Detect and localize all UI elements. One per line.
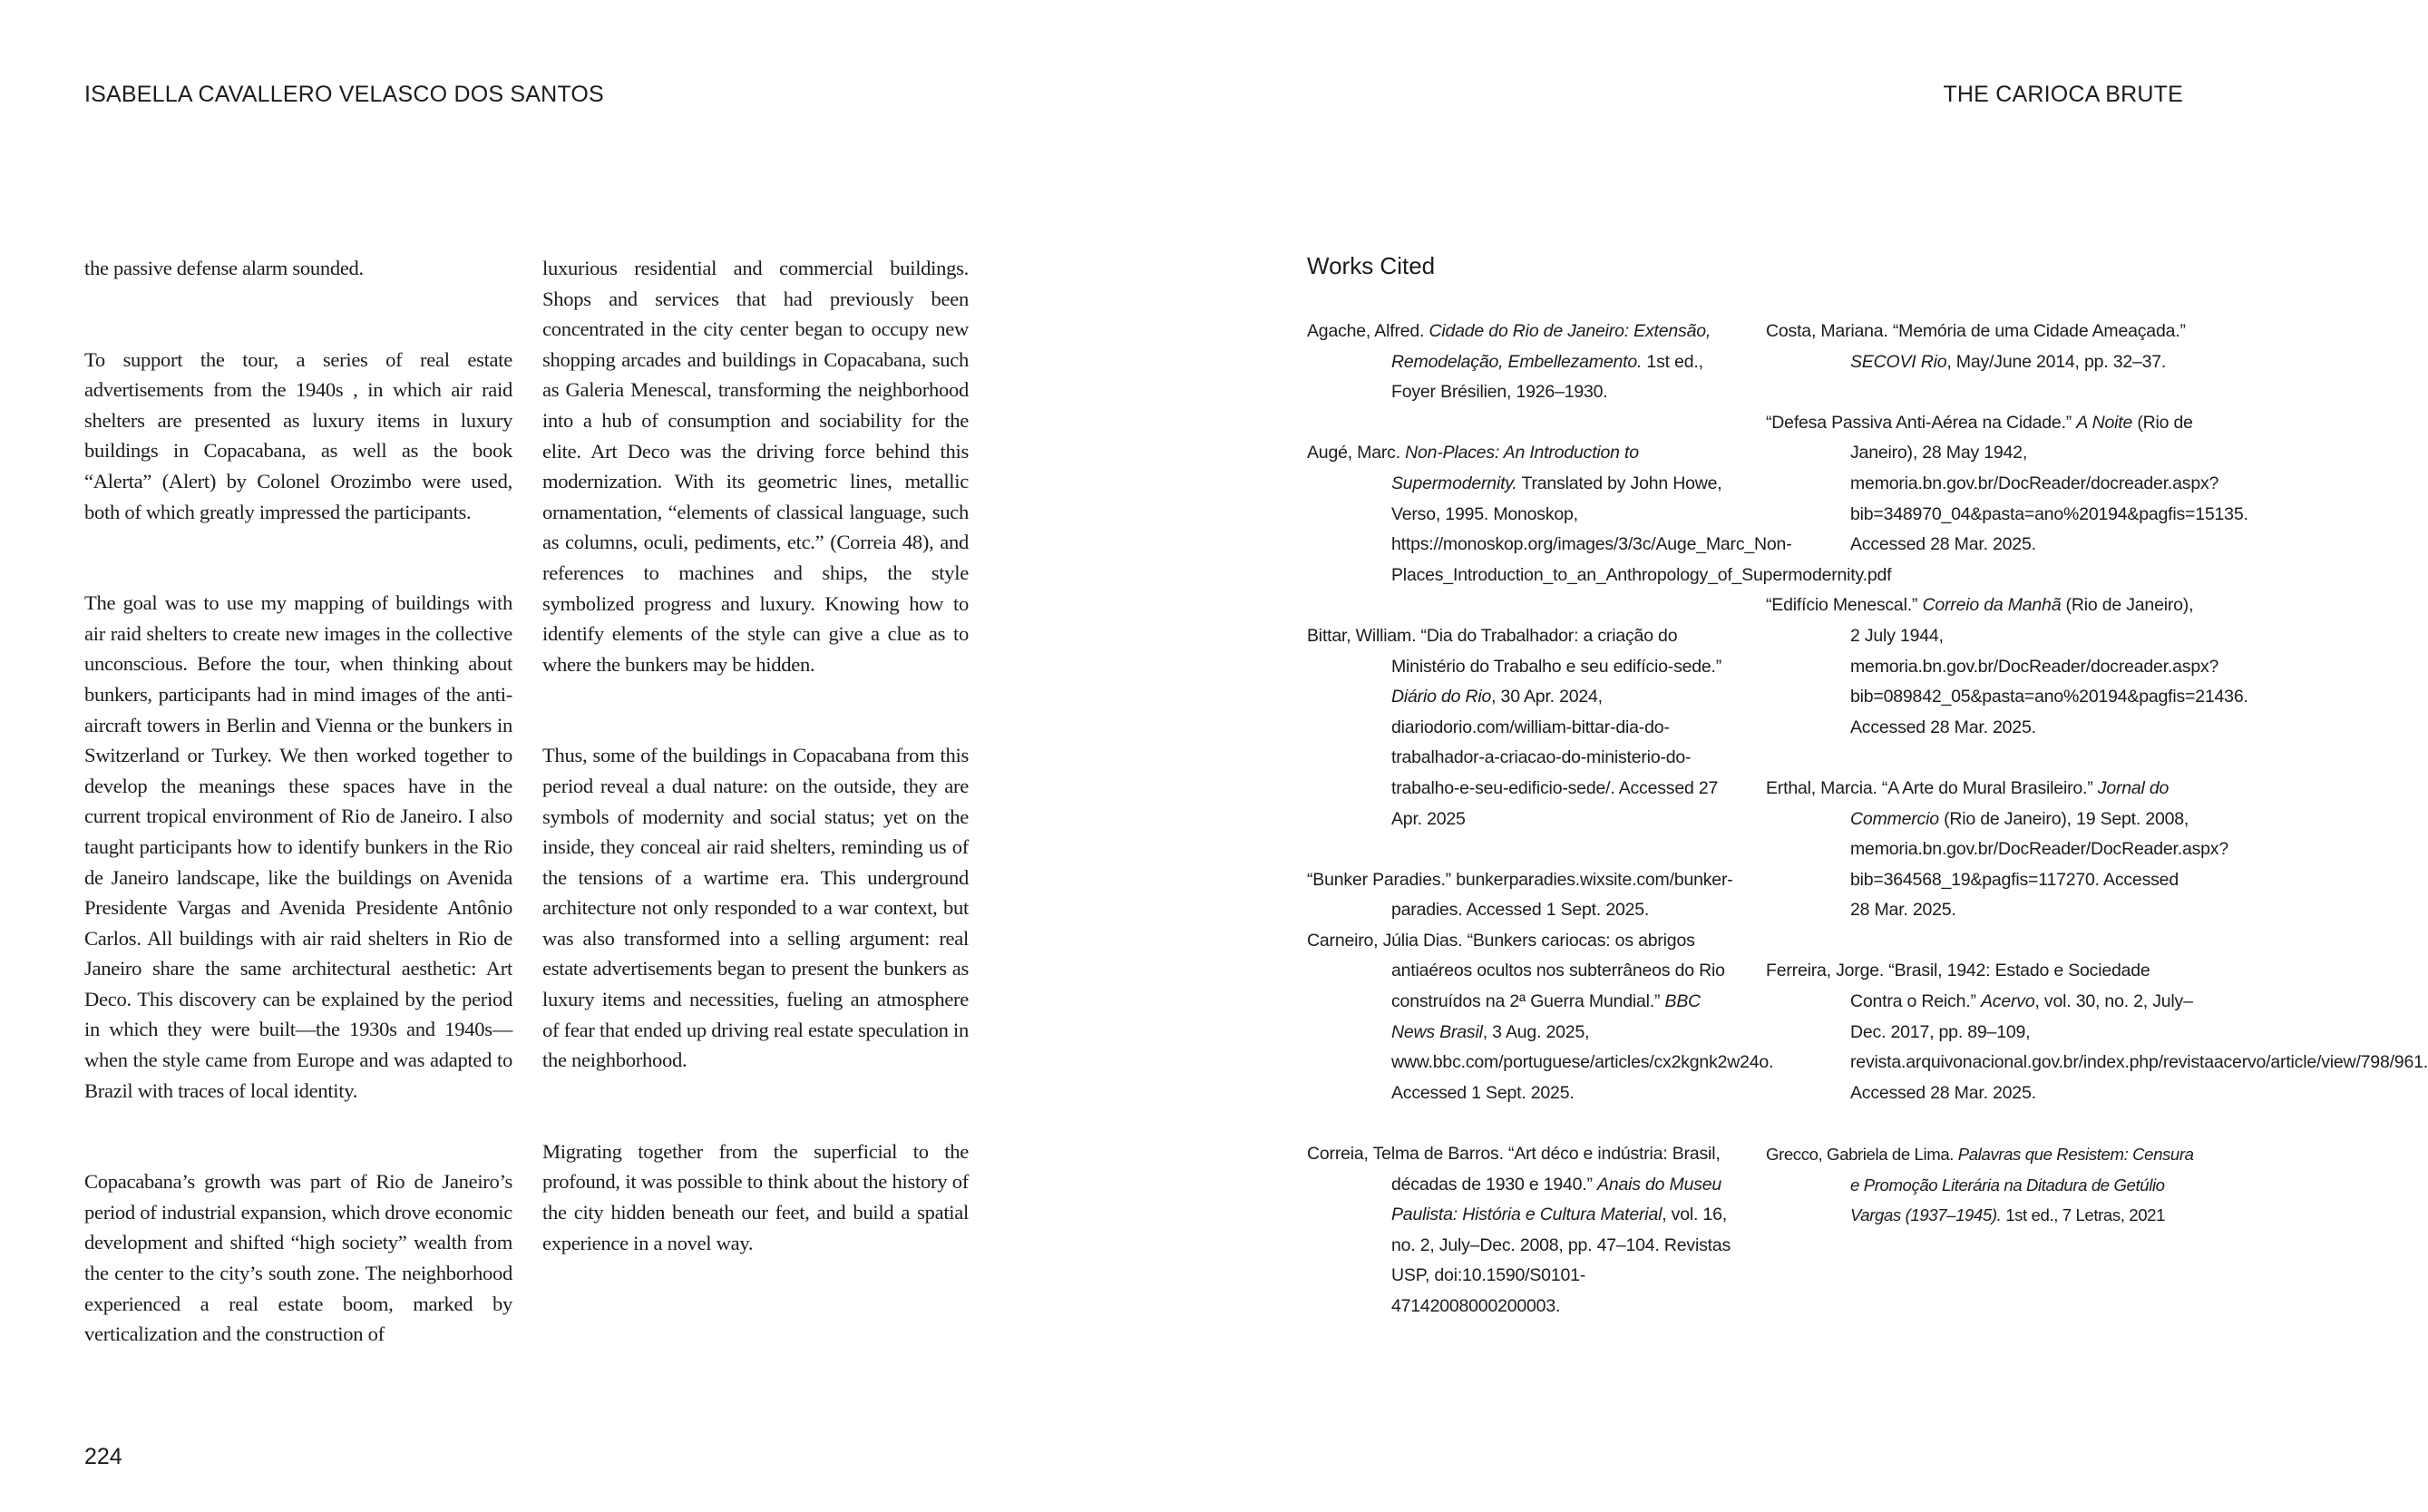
- running-header-author: ISABELLA CAVALLERO VELASCO DOS SANTOS: [84, 82, 604, 107]
- citation-entry: “Edifício Menescal.” Correio da Manhã (Rio de Janeiro), 2 July 1944, memoria.bn.gov.br/DocReader/docreader.aspx?bib=089842_05&pasta=ano%20194&pagfis=21436. Accessed 28 Mar. 2025.: [1766, 595, 2248, 737]
- citation-entry: Ferreira, Jorge. “Brasil, 1942: Estado e Sociedade Contra o Reich.” Acervo, vol. 30, no. 2, July–Dec. 2017, pp. 89–109, revista.arquivonacional.gov.br/index.php/revistaacervo/article/view/798/961. Accessed 28 Mar. 2025.: [1766, 961, 2428, 1103]
- page-number: 224: [84, 1444, 122, 1469]
- running-header-title: THE CARIOCA BRUTE: [1943, 82, 2183, 107]
- citation-entry: Correia, Telma de Barros. “Art déco e indústria: Brasil, décadas de 1930 e 1940.” Anais do Museu Paulista: História e Cultura Material, vol. 16, no. 2, July–Dec. 2008, pp. 47–104. Revistas USP, doi:10.1590/S0101-47142008000200003.: [1307, 1144, 1731, 1316]
- works-cited-column-right: [1766, 317, 2428, 1261]
- paragraph: The goal was to use my mapping of buildings with air raid shelters to create new images in the collective unconscious. Before the tour, when thinking about bunkers, participants had in mind images of the anti-aircraft towers in Berlin and Vienna or the bunkers in Switzerland or Turkey. We then worked together to develop the meanings these spaces have in the current tropical environment of Rio de Janeiro. I also taught participants how to identify bunkers in the Rio de Janeiro landscape, like the buildings on Avenida Presidente Vargas and Avenida Presidente Antônio Carlos. All buildings with air raid shelters in Rio de Janeiro share the same architectural aesthetic: Art Deco. This discovery can be explained by the period in which they were built—the 1930s and 1940s—when the style came from Europe and was adapted to Brazil with traces of local identity.: [84, 591, 512, 1102]
- citation-entry: Grecco, Gabriela de Lima. Palavras que Resistem: Censura e Promoção Literária na Ditadura de Getúlio Vargas (1937–1945). 1st ed., 7 Letras, 2021: [1766, 1145, 2194, 1225]
- citation-entry: Erthal, Marcia. “A Arte do Mural Brasileiro.” Jornal do Commercio (Rio de Janeiro), 19 Sept. 2008, memoria.bn.gov.br/DocReader/DocReader.aspx?bib=364568_19&pagfis=117270. Accessed 28 Mar. 2025.: [1766, 777, 2229, 921]
- paragraph: luxurious residential and commercial buildings. Shops and services that had previously been concentrated in the city center began to occupy new shopping arcades and buildings in Copacabana, such as Galeria Menescal, transforming the neighborhood into a hub of consumption and sociability for the elite. Art Deco was the driving force behind this modernization. With its geometric lines, metallic ornamentation, “elements of classical language, such as columns, oculi, pediments, etc.” (Correia 48), and references to machines and ships, the style symbolized progress and luxury. Knowing how to identify elements of the style can give a clue as to where the bunkers may be hidden.: [542, 257, 969, 676]
- paragraph: Thus, some of the buildings in Copacabana from this period reveal a dual nature: on the outside, they are symbols of modernity and social status; yet on the inside, they conceal air raid shelters, reminding us of the tensions of a wartime era. This underground architecture not only responded to a war context, but was also transformed into a selling argument: real estate advertisements began to present the bunkers as luxury items and necessities, fueling an atmosphere of fear that ended up driving real estate speculation in the neighborhood.: [542, 744, 969, 1072]
- citation-entry: “Defesa Passiva Anti-Aérea na Cidade.” A Noite (Rio de Janeiro), 28 May 1942, memoria.bn.gov.br/DocReader/docreader.aspx?bib=348970_04&pasta=ano%20194&pagfis=15135. Accessed 28 Mar. 2025.: [1766, 412, 2248, 555]
- citation-entry: Augé, Marc. Non-Places: An Introduction to Supermodernity. Translated by John Howe, Verso, 1995. Monoskop, https://monoskop.org/images/3/3c/Auge_Marc_Non-Places_Introduction_to_an_Anthropology_of_Supermodernity.pdf: [1307, 443, 1892, 585]
- citation-entry: Carneiro, Júlia Dias. “Bunkers cariocas: os abrigos antiaéreos ocultos nos subterrâneos do Rio construídos na 2ª Guerra Mundial.” BBC News Brasil, 3 Aug. 2025, www.bbc.com/portuguese/articles/cx2kgnk2w24o. Accessed 1 Sept. 2025.: [1307, 930, 1774, 1103]
- paragraph: Migrating together from the superficial to the profound, it was possible to think about the history of the city hidden beneath our feet, and build a spatial experience in a novel way.: [542, 1139, 969, 1254]
- body-column-left: [84, 253, 512, 1410]
- works-cited-heading: Works Cited: [1307, 252, 1436, 279]
- citation-entry: Agache, Alfred. Cidade do Rio de Janeiro: Extensão, Remodelação, Embellezamento. 1st ed., Foyer Brésilien, 1926–1930.: [1307, 321, 1711, 403]
- citation-entry: Costa, Mariana. “Memória de uma Cidade Ameaçada.” SECOVI Rio, May/June 2014, pp. 32–37.: [1766, 321, 2186, 372]
- body-column-right: [542, 253, 969, 1319]
- paragraph: the passive defense alarm sounded.: [84, 257, 364, 279]
- paragraph: Copacabana’s growth was part of Rio de Janeiro’s period of industrial expansion, which drove economic development and shifted “high society” wealth from the center to the city’s south zone. The neighborhood experienced a real estate boom, marked by verticalization and the construction of: [84, 1170, 512, 1346]
- paragraph: To support the tour, a series of real estate advertisements from the 1940s , in which air raid shelters are presented as luxury items in luxury buildings in Copacabana, as well as the book “Alerta” (Alert) by Colonel Orozimbo were used, both of which greatly impressed the participants.: [84, 347, 512, 523]
- citation-entry: Bittar, William. “Dia do Trabalhador: a criação do Ministério do Trabalho e seu edifício-sede.” Diário do Rio, 30 Apr. 2024, diariodorio.com/william-bittar-dia-do-trabalhador-a-criacao-do-ministerio-do-trabalho-e-seu-edificio-sede/. Accessed 27 Apr. 2025: [1307, 625, 1722, 829]
- citation-entry: “Bunker Paradies.” bunkerparadies.wixsite.com/bunker-paradies. Accessed 1 Sept. 2025.: [1307, 869, 1733, 921]
- works-cited-column-left: [1307, 317, 1892, 1352]
